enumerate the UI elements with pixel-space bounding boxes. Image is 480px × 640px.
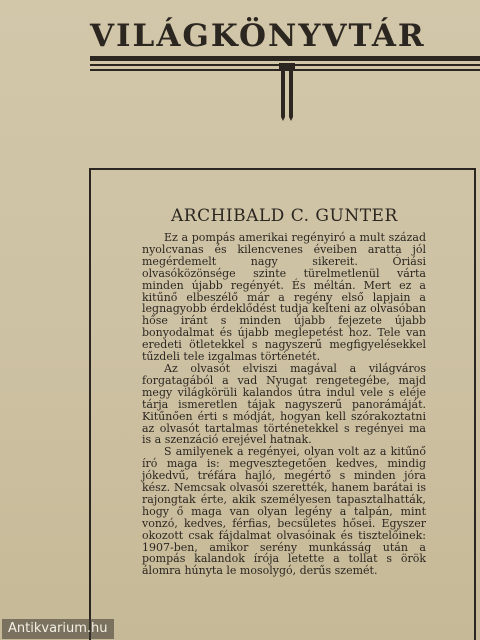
publisher-emblem-icon xyxy=(276,63,298,121)
series-title: VILÁGKÖNYVTÁR xyxy=(90,18,426,54)
bio-paragraph-2: Az olvasót elviszi magával a világváros forgatagából a vad Nyugat rengetegébe, majd megy világkörüli kalandos útra indul vele s eléje tárja ismeretlen tájak nagyszerű panorámáját. Kitűnően érti s módját, hogyan kell szórakoztatni az olvasót tartalmas történetekkel s regényei ma is a szenzáció erejével hatnak. xyxy=(142,361,426,447)
author-name: ARCHIBALD C. GUNTER xyxy=(171,206,398,226)
header-rule-thick xyxy=(90,56,480,61)
watermark: Antikvarium.hu xyxy=(2,619,114,639)
author-biography xyxy=(142,232,426,577)
bio-paragraph-3: S amilyenek a regényei, olyan volt az a kitűnő író maga is: megvesztegetően kedves, mindig jókedvű, tréfára hajló, megértő s minden jóra kész. Nemcsak olvasói szerették, hanem barátai is rajongtak érte, akik személyesen tapasztalhatták, hogy ő maga van olyan legény a talpán, mint vonzó, kedves, férfias, becsületes hősei. Egyszer okozott csak fájdalmat olvasóinak és tisztelőinek: 1907-ben, amikor serény munkásság után a pompás kalandok írója letette a tollat s örök álomra húnyta le mosolygó, derűs szemét. xyxy=(142,445,426,578)
bio-paragraph-1: Ez a pompás amerikai regényiró a mult század nyolcvanas és kilencvenes éveiben aratta jól megérdemelt nagy sikereit. Óriási olvasóközönsége szinte türelmetlenül várta minden újabb regényét. És méltán. Mert ez a kitűnő elbeszélő már a regény első lapjain a legnagyobb érdeklődést tudja kelteni az olvasóban hőse iránt s minden újabb fejezete újabb bonyodalmat és újabb meglepetést hoz. Tele van eredeti ötletekkel s nagyszerű megfigyelésekkel tűzdeli tele izgalmas történetét. xyxy=(142,231,426,364)
